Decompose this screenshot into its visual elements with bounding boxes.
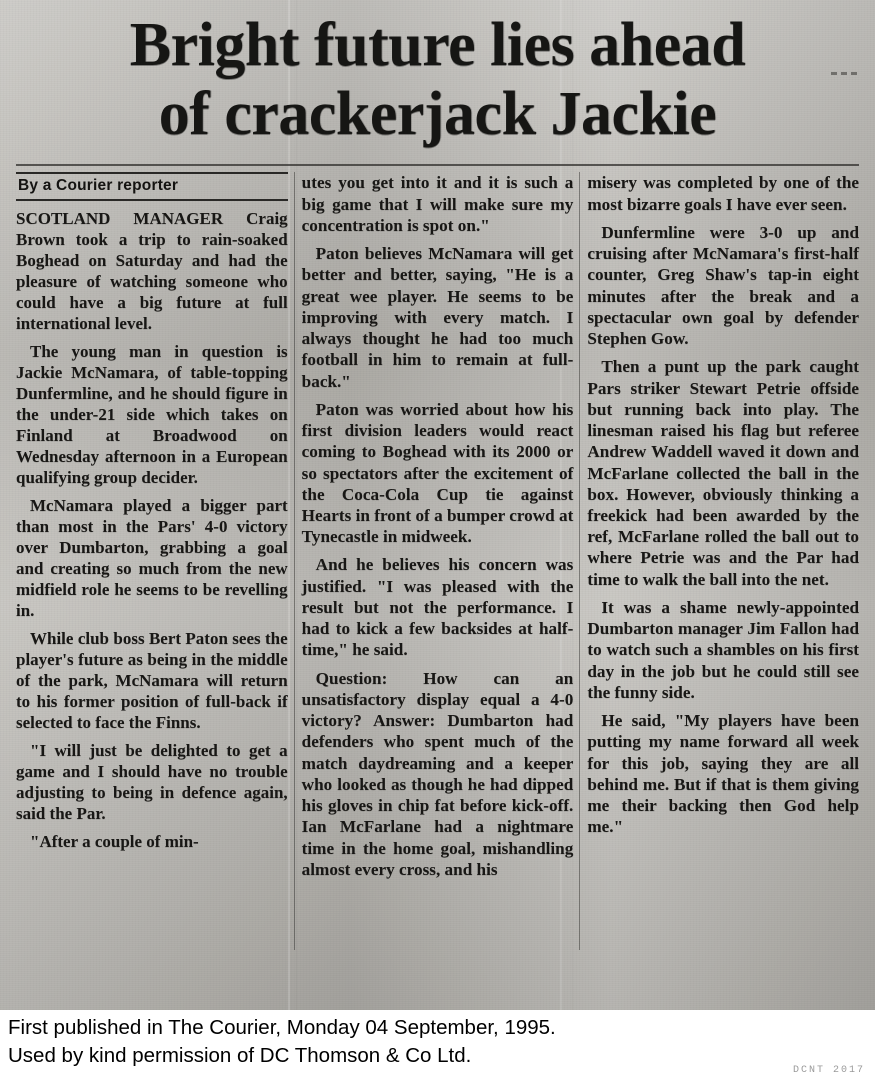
article-columns — [0, 166, 875, 956]
paragraph: Dunfermline were 3-0 up and cruising after McNamara's first-half counter, Greg Shaw's tap-in eight minutes after the break and a spectacular own goal by defender Stephen Gow. — [587, 222, 860, 349]
paragraph: It was a shame newly-appointed Dumbarton manager Jim Fallon had to watch such a shambles on his first day in the job but he could still see the funny side. — [587, 597, 860, 702]
article-column-1 — [16, 172, 288, 956]
article-headline — [0, 0, 875, 152]
paragraph: utes you get into it and it is such a big game that I will make sure my concentration is spot on." — [301, 173, 574, 235]
caption-line-1: First published in The Courier, Monday 04 September, 1995. — [8, 1016, 556, 1039]
paragraph: While club boss Bert Paton sees the player's future as being in the middle of the park, McNamara will return to his former position of full-back if selected to face the Finns. — [16, 629, 288, 733]
paragraph: McNamara played a bigger part than most in the Pars' 4-0 victory over Dumbarton, grabbing a goal and creating so much from the new midfield role he seems to be revelling in. — [16, 496, 288, 621]
paragraph: SCOTLAND MANAGER Craig Brown took a trip to rain-soaked Boghead on Saturday and had the pleasure of watching someone who could have a big future at full international level. — [16, 209, 288, 334]
watermark-text: DCNT 2017 — [792, 1065, 865, 1076]
paragraph: Then a punt up the park caught Pars striker Stewart Petrie offside but running back into play. The linesman raised his flag but referee Andrew Waddell waved it down and McFarlane collected the ball in the box. However, obviously thinking a freekick had been awarded by the ref, McFarlane rolled the ball out to where Petrie was and the Par had time to walk the ball into the net. — [587, 357, 860, 589]
byline: By a Courier reporter — [16, 172, 288, 201]
headline-line-2: of crackerjack Jackie — [158, 80, 717, 149]
caption-line-2: Used by kind permission of DC Thomson & Co Ltd. — [8, 1044, 472, 1068]
image-caption — [0, 1010, 875, 1080]
article-column-2 — [302, 172, 574, 956]
headline-line-1: Bright future lies ahead — [129, 11, 746, 79]
article-column-3 — [587, 172, 859, 956]
paragraph: Paton was worried about how his first division leaders would react coming to Boghead with its 2000 or so spectators after the excitement of the Coca-Cola Cup tie against Hearts in front of a bumper crowd at Tynecastle in midweek. — [301, 399, 574, 547]
paragraph: Question: How can an unsatisfactory display equal a 4-0 victory? Answer: Dumbarton had defenders who spent much of the match daydreaming and a keeper who looked as though he had dipped his gloves in chip fat before kick-off. Ian McFarlane had a nightmare time in the home goal, mishandling almost every cross, and his — [301, 668, 574, 879]
paragraph: The young man in question is Jackie McNamara, of table-topping Dunfermline, and he should figure in the under-21 side which takes on Finland at Broadwood on Wednesday afternoon in a European qualifying group decider. — [16, 342, 288, 488]
paragraph: misery was completed by one of the most bizarre goals I have ever seen. — [587, 173, 860, 214]
paragraph: And he believes his concern was justified. "I was pleased with the result but not the performance. I had to kick a few backsides at half-time," he said. — [301, 555, 574, 660]
paragraph: He said, "My players have been putting my name forward all week for this job, saying they are all behind me. But if that is them giving me their backing then God help me." — [587, 711, 860, 837]
paragraph: Paton believes McNamara will get better and better, saying, "He is a great wee player. He seems to be improving with every match. I always thought he had too much football in him to remain at full-back." — [301, 244, 574, 391]
paragraph: "After a couple of min- — [30, 832, 199, 852]
paragraph: "I will just be delighted to get a game and I should have no trouble adjusting to being in defence again, said the Par. — [16, 741, 288, 824]
